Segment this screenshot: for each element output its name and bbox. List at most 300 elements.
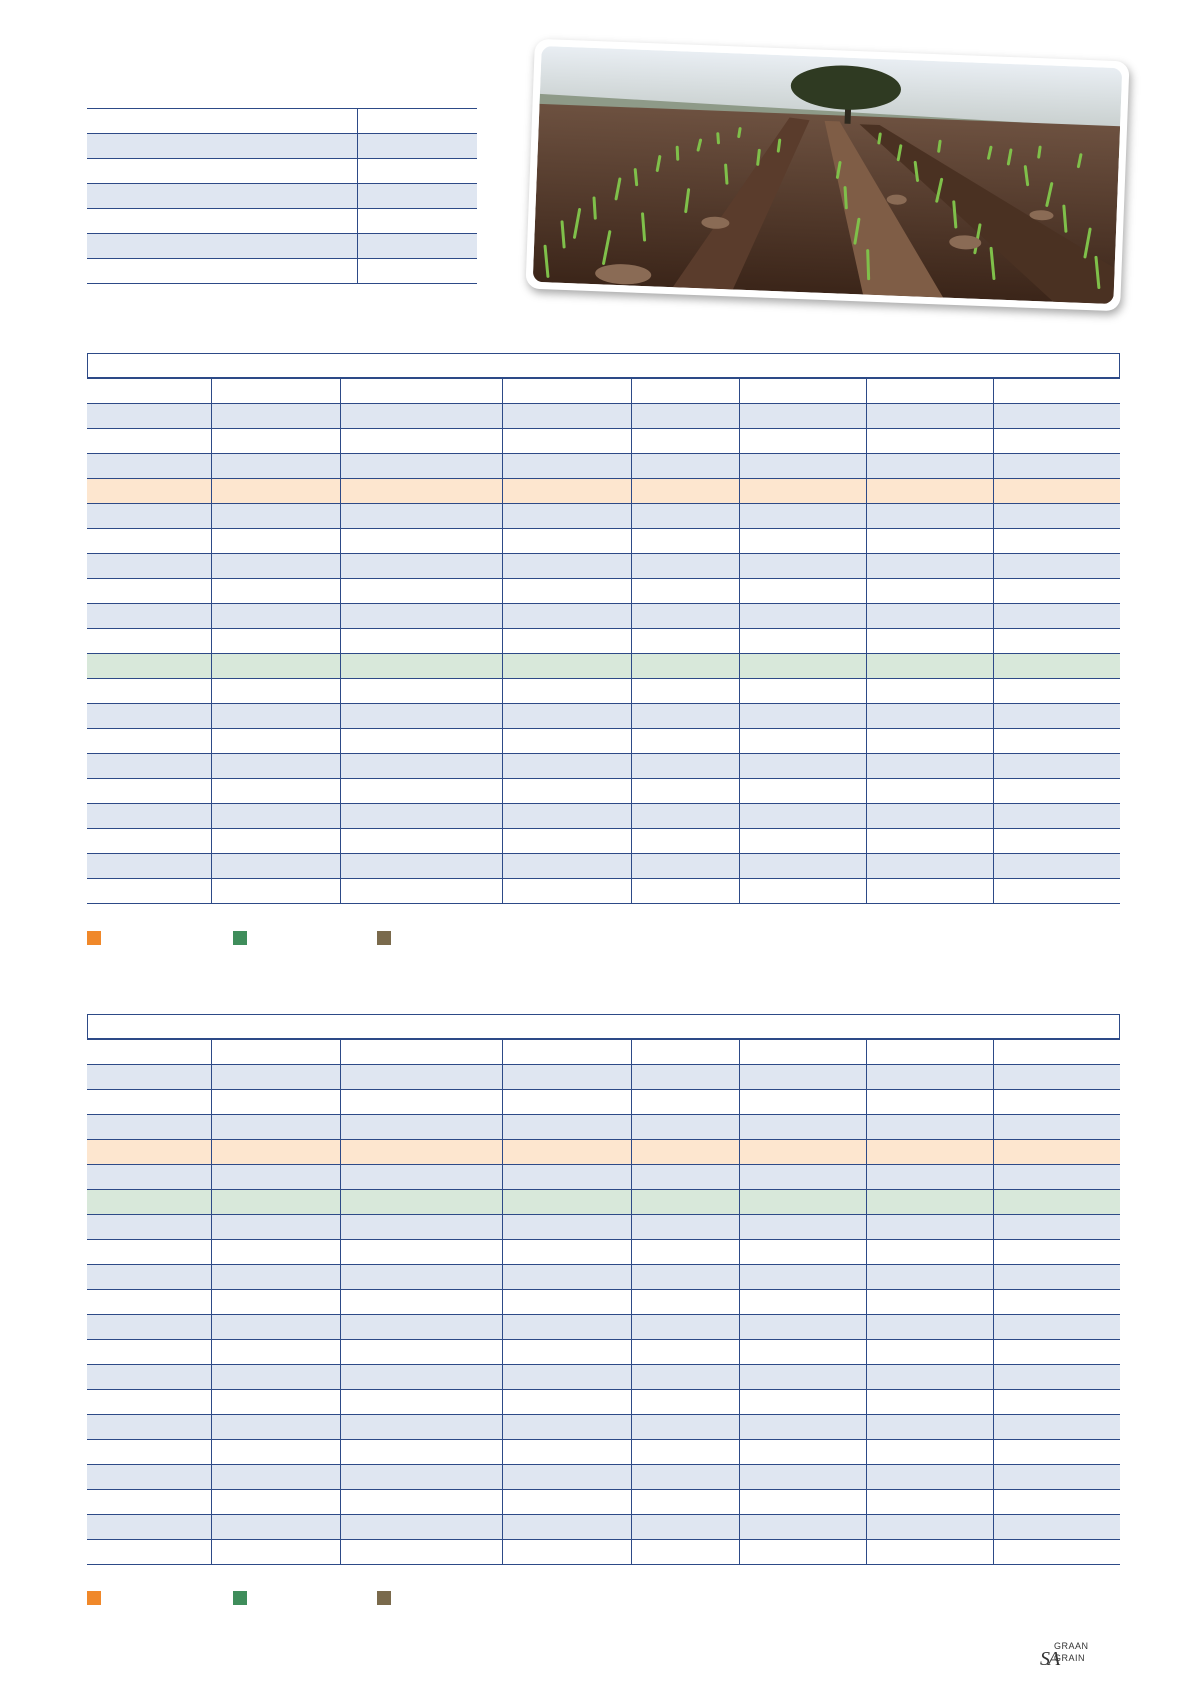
table-cell — [631, 1440, 739, 1465]
table-cell — [341, 754, 503, 779]
table-cell — [993, 854, 1120, 879]
table-cell — [87, 1140, 212, 1165]
table-row — [87, 1040, 1120, 1065]
table-cell — [502, 1290, 631, 1315]
summary-cell — [357, 184, 477, 209]
table-cell — [87, 604, 212, 629]
summary-cell — [87, 134, 357, 159]
table-cell — [631, 379, 739, 404]
table-cell — [341, 1365, 503, 1390]
table-cell — [502, 504, 631, 529]
table-cell — [502, 1090, 631, 1115]
summary-cell — [357, 109, 477, 134]
table-cell — [631, 654, 739, 679]
table-cell — [502, 1340, 631, 1365]
table-cell — [631, 1490, 739, 1515]
table-row — [87, 554, 1120, 579]
table-cell — [87, 629, 212, 654]
table-cell — [993, 554, 1120, 579]
table-cell — [631, 579, 739, 604]
table-cell — [341, 779, 503, 804]
table-cell — [631, 604, 739, 629]
table-cell — [87, 854, 212, 879]
table-cell — [740, 854, 867, 879]
table-cell — [631, 1215, 739, 1240]
table-cell — [212, 479, 341, 504]
data-table-1 — [87, 353, 1120, 904]
table-cell — [631, 504, 739, 529]
table-row — [87, 729, 1120, 754]
table-row — [87, 479, 1120, 504]
table-cell — [341, 1265, 503, 1290]
table-cell — [866, 404, 993, 429]
table-cell — [341, 1340, 503, 1365]
table-cell — [866, 379, 993, 404]
table-row — [87, 1490, 1120, 1515]
table-row — [87, 1090, 1120, 1115]
table-cell — [341, 379, 503, 404]
table-row — [87, 1115, 1120, 1140]
legend-swatch-brown — [377, 931, 391, 945]
table-cell — [341, 1290, 503, 1315]
table-cell — [502, 1490, 631, 1515]
table-cell — [866, 1390, 993, 1415]
table-cell — [341, 729, 503, 754]
table-cell — [341, 804, 503, 829]
table-cell — [740, 1340, 867, 1365]
table-cell — [212, 804, 341, 829]
summary-cell — [357, 259, 477, 284]
table-cell — [212, 379, 341, 404]
table-row — [87, 679, 1120, 704]
table-cell — [740, 1040, 867, 1065]
table-cell — [212, 604, 341, 629]
table-cell — [993, 529, 1120, 554]
table-cell — [631, 454, 739, 479]
table-cell — [212, 1540, 341, 1565]
table-cell — [993, 479, 1120, 504]
table-cell — [341, 704, 503, 729]
table-cell — [87, 654, 212, 679]
table-cell — [631, 629, 739, 654]
table-cell — [341, 1215, 503, 1240]
summary-cell — [87, 109, 357, 134]
table-cell — [631, 1040, 739, 1065]
table-cell — [740, 1365, 867, 1390]
table-cell — [212, 1165, 341, 1190]
table-cell — [866, 1315, 993, 1340]
table-cell — [631, 804, 739, 829]
table-cell — [631, 429, 739, 454]
table-cell — [502, 579, 631, 604]
legend-swatch-orange — [87, 931, 101, 945]
table-cell — [502, 1540, 631, 1565]
table-cell — [993, 1440, 1120, 1465]
table-cell — [740, 454, 867, 479]
table-row — [87, 1515, 1120, 1540]
table-cell — [502, 704, 631, 729]
table-cell — [631, 1540, 739, 1565]
sa-graan-logo — [1040, 1641, 1100, 1671]
table-cell — [993, 1515, 1120, 1540]
legend-swatch-green — [233, 1591, 247, 1605]
table-cell — [212, 1465, 341, 1490]
table-cell — [87, 1065, 212, 1090]
table-cell — [87, 379, 212, 404]
table-row — [87, 1415, 1120, 1440]
table-cell — [502, 729, 631, 754]
table-cell — [341, 504, 503, 529]
summary-row — [87, 234, 477, 259]
table-cell — [341, 1415, 503, 1440]
table-cell — [740, 429, 867, 454]
table-row — [87, 654, 1120, 679]
table-cell — [631, 529, 739, 554]
table-cell — [866, 1240, 993, 1265]
table-cell — [631, 679, 739, 704]
table-cell — [993, 1140, 1120, 1165]
table-cell — [993, 1540, 1120, 1565]
table-cell — [631, 1240, 739, 1265]
table-cell — [212, 1265, 341, 1290]
table-cell — [740, 1290, 867, 1315]
table-cell — [866, 1515, 993, 1540]
table-cell — [866, 504, 993, 529]
table-cell — [87, 579, 212, 604]
table-cell — [341, 1165, 503, 1190]
table-cell — [631, 704, 739, 729]
legend-swatch-green — [233, 931, 247, 945]
summary-cell — [87, 184, 357, 209]
table-cell — [740, 479, 867, 504]
table-cell — [993, 1040, 1120, 1065]
table-cell — [866, 1365, 993, 1390]
table-cell — [87, 429, 212, 454]
table-cell — [740, 779, 867, 804]
table-cell — [631, 1290, 739, 1315]
table-cell — [993, 1115, 1120, 1140]
table-cell — [993, 604, 1120, 629]
table-cell — [740, 1265, 867, 1290]
table-cell — [502, 879, 631, 904]
table-row — [87, 1190, 1120, 1215]
table-row — [87, 1390, 1120, 1415]
table-cell — [341, 479, 503, 504]
summary-cell — [357, 134, 477, 159]
summary-cell — [357, 209, 477, 234]
table-cell — [866, 1040, 993, 1065]
table-cell — [740, 754, 867, 779]
table-row — [87, 504, 1120, 529]
table-2-grid — [87, 1039, 1120, 1565]
table-cell — [740, 679, 867, 704]
table-cell — [740, 1065, 867, 1090]
table-cell — [866, 779, 993, 804]
table-cell — [87, 1490, 212, 1515]
table-cell — [866, 1265, 993, 1290]
table-cell — [212, 1240, 341, 1265]
table-cell — [993, 629, 1120, 654]
table-cell — [87, 1540, 212, 1565]
table-row — [87, 404, 1120, 429]
table-cell — [87, 1040, 212, 1065]
table-cell — [993, 704, 1120, 729]
table-row — [87, 454, 1120, 479]
table-cell — [631, 1515, 739, 1540]
table-cell — [502, 379, 631, 404]
data-table-2 — [87, 1014, 1120, 1565]
field-photo-image — [533, 46, 1123, 304]
legend-swatch-orange — [87, 1591, 101, 1605]
table-cell — [866, 1115, 993, 1140]
table-cell — [740, 879, 867, 904]
table-row — [87, 1440, 1120, 1465]
table-row — [87, 379, 1120, 404]
table-cell — [341, 1140, 503, 1165]
table-cell — [212, 1040, 341, 1065]
table-cell — [993, 1365, 1120, 1390]
table-cell — [866, 879, 993, 904]
table-cell — [740, 554, 867, 579]
table-cell — [631, 1115, 739, 1140]
table-cell — [740, 829, 867, 854]
table-cell — [740, 1240, 867, 1265]
table-cell — [341, 1465, 503, 1490]
table-cell — [631, 879, 739, 904]
legend-swatch-brown — [377, 1591, 391, 1605]
table-cell — [87, 454, 212, 479]
table-cell — [87, 479, 212, 504]
legend-2 — [87, 1591, 587, 1607]
table-cell — [631, 1090, 739, 1115]
table-cell — [87, 404, 212, 429]
table-cell — [502, 1315, 631, 1340]
table-cell — [212, 1140, 341, 1165]
table-cell — [212, 1440, 341, 1465]
table-cell — [866, 1215, 993, 1240]
table-1-grid — [87, 378, 1120, 904]
table-cell — [341, 829, 503, 854]
table-cell — [631, 1390, 739, 1415]
table-cell — [212, 1090, 341, 1115]
table-cell — [502, 779, 631, 804]
table-cell — [87, 1090, 212, 1115]
table-cell — [87, 1190, 212, 1215]
table-cell — [993, 729, 1120, 754]
table-1-title — [87, 353, 1120, 378]
table-cell — [993, 679, 1120, 704]
summary-row — [87, 209, 477, 234]
table-cell — [740, 1165, 867, 1190]
summary-cell — [87, 234, 357, 259]
table-cell — [631, 1465, 739, 1490]
table-cell — [866, 1540, 993, 1565]
table-cell — [502, 1265, 631, 1290]
table-cell — [993, 404, 1120, 429]
table-cell — [993, 1465, 1120, 1490]
table-cell — [341, 1240, 503, 1265]
table-cell — [866, 729, 993, 754]
table-cell — [87, 1415, 212, 1440]
table-cell — [212, 504, 341, 529]
table-cell — [866, 829, 993, 854]
table-cell — [866, 579, 993, 604]
table-cell — [993, 1315, 1120, 1340]
table-cell — [87, 554, 212, 579]
table-cell — [87, 1340, 212, 1365]
table-cell — [993, 1265, 1120, 1290]
table-cell — [212, 529, 341, 554]
table-row — [87, 1215, 1120, 1240]
table-cell — [740, 1540, 867, 1565]
table-cell — [993, 779, 1120, 804]
table-cell — [502, 554, 631, 579]
table-cell — [212, 1215, 341, 1240]
table-cell — [866, 804, 993, 829]
table-row — [87, 1340, 1120, 1365]
table-cell — [502, 1390, 631, 1415]
table-row — [87, 1240, 1120, 1265]
table-cell — [866, 854, 993, 879]
table-cell — [502, 429, 631, 454]
table-cell — [87, 1265, 212, 1290]
table-cell — [740, 804, 867, 829]
table-cell — [740, 1390, 867, 1415]
table-row — [87, 629, 1120, 654]
table-row — [87, 1465, 1120, 1490]
table-cell — [502, 754, 631, 779]
table-cell — [87, 804, 212, 829]
table-row — [87, 1315, 1120, 1340]
table-cell — [87, 1115, 212, 1140]
table-cell — [740, 1090, 867, 1115]
table-cell — [866, 604, 993, 629]
table-cell — [212, 729, 341, 754]
table-cell — [631, 779, 739, 804]
table-cell — [502, 1215, 631, 1240]
table-cell — [212, 779, 341, 804]
table-row — [87, 1290, 1120, 1315]
table-cell — [993, 1340, 1120, 1365]
table-cell — [502, 1190, 631, 1215]
table-cell — [740, 629, 867, 654]
table-cell — [212, 754, 341, 779]
table-row — [87, 1065, 1120, 1090]
table-cell — [740, 504, 867, 529]
table-cell — [740, 1465, 867, 1490]
table-cell — [993, 1215, 1120, 1240]
summary-cell — [87, 209, 357, 234]
table-cell — [212, 654, 341, 679]
table-cell — [866, 479, 993, 504]
table-cell — [631, 1365, 739, 1390]
table-cell — [87, 1515, 212, 1540]
table-row — [87, 779, 1120, 804]
table-cell — [87, 1390, 212, 1415]
table-cell — [502, 679, 631, 704]
table-cell — [740, 1215, 867, 1240]
table-cell — [631, 1340, 739, 1365]
table-row — [87, 754, 1120, 779]
table-cell — [87, 1365, 212, 1390]
table-cell — [993, 379, 1120, 404]
table-cell — [866, 629, 993, 654]
logo-graan-text: GRAAN — [1054, 1641, 1089, 1651]
table-cell — [212, 629, 341, 654]
table-cell — [631, 554, 739, 579]
table-cell — [631, 1140, 739, 1165]
table-cell — [993, 1065, 1120, 1090]
table-cell — [341, 654, 503, 679]
table-cell — [212, 1490, 341, 1515]
table-cell — [87, 1215, 212, 1240]
table-cell — [631, 1315, 739, 1340]
table-cell — [87, 1315, 212, 1340]
table-cell — [740, 1115, 867, 1140]
table-cell — [866, 1090, 993, 1115]
table-cell — [87, 504, 212, 529]
summary-row — [87, 109, 477, 134]
table-cell — [993, 754, 1120, 779]
table-cell — [866, 1290, 993, 1315]
table-cell — [341, 1515, 503, 1540]
table-cell — [341, 554, 503, 579]
table-cell — [502, 1515, 631, 1540]
table-cell — [87, 529, 212, 554]
table-cell — [341, 604, 503, 629]
table-cell — [502, 654, 631, 679]
table-cell — [341, 629, 503, 654]
table-cell — [631, 854, 739, 879]
table-cell — [341, 404, 503, 429]
table-cell — [502, 1415, 631, 1440]
table-cell — [993, 1290, 1120, 1315]
table-cell — [740, 529, 867, 554]
table-cell — [993, 879, 1120, 904]
table-cell — [87, 1240, 212, 1265]
table-row — [87, 579, 1120, 604]
table-cell — [87, 1440, 212, 1465]
table-cell — [866, 754, 993, 779]
table-cell — [740, 729, 867, 754]
table-cell — [502, 1440, 631, 1465]
table-cell — [87, 1290, 212, 1315]
table-cell — [341, 454, 503, 479]
logo-sa-text: SA — [1040, 1648, 1059, 1670]
table-cell — [502, 854, 631, 879]
table-cell — [740, 1440, 867, 1465]
table-cell — [740, 579, 867, 604]
table-cell — [502, 1240, 631, 1265]
table-cell — [341, 679, 503, 704]
table-cell — [87, 729, 212, 754]
table-cell — [993, 429, 1120, 454]
table-cell — [212, 1115, 341, 1140]
table-cell — [212, 1315, 341, 1340]
table-row — [87, 854, 1120, 879]
table-cell — [740, 379, 867, 404]
table-row — [87, 529, 1120, 554]
table-cell — [87, 829, 212, 854]
table-cell — [993, 579, 1120, 604]
table-cell — [212, 554, 341, 579]
table-cell — [866, 1140, 993, 1165]
table-cell — [631, 479, 739, 504]
table-cell — [993, 1190, 1120, 1215]
table-cell — [866, 654, 993, 679]
table-cell — [740, 704, 867, 729]
table-cell — [87, 679, 212, 704]
